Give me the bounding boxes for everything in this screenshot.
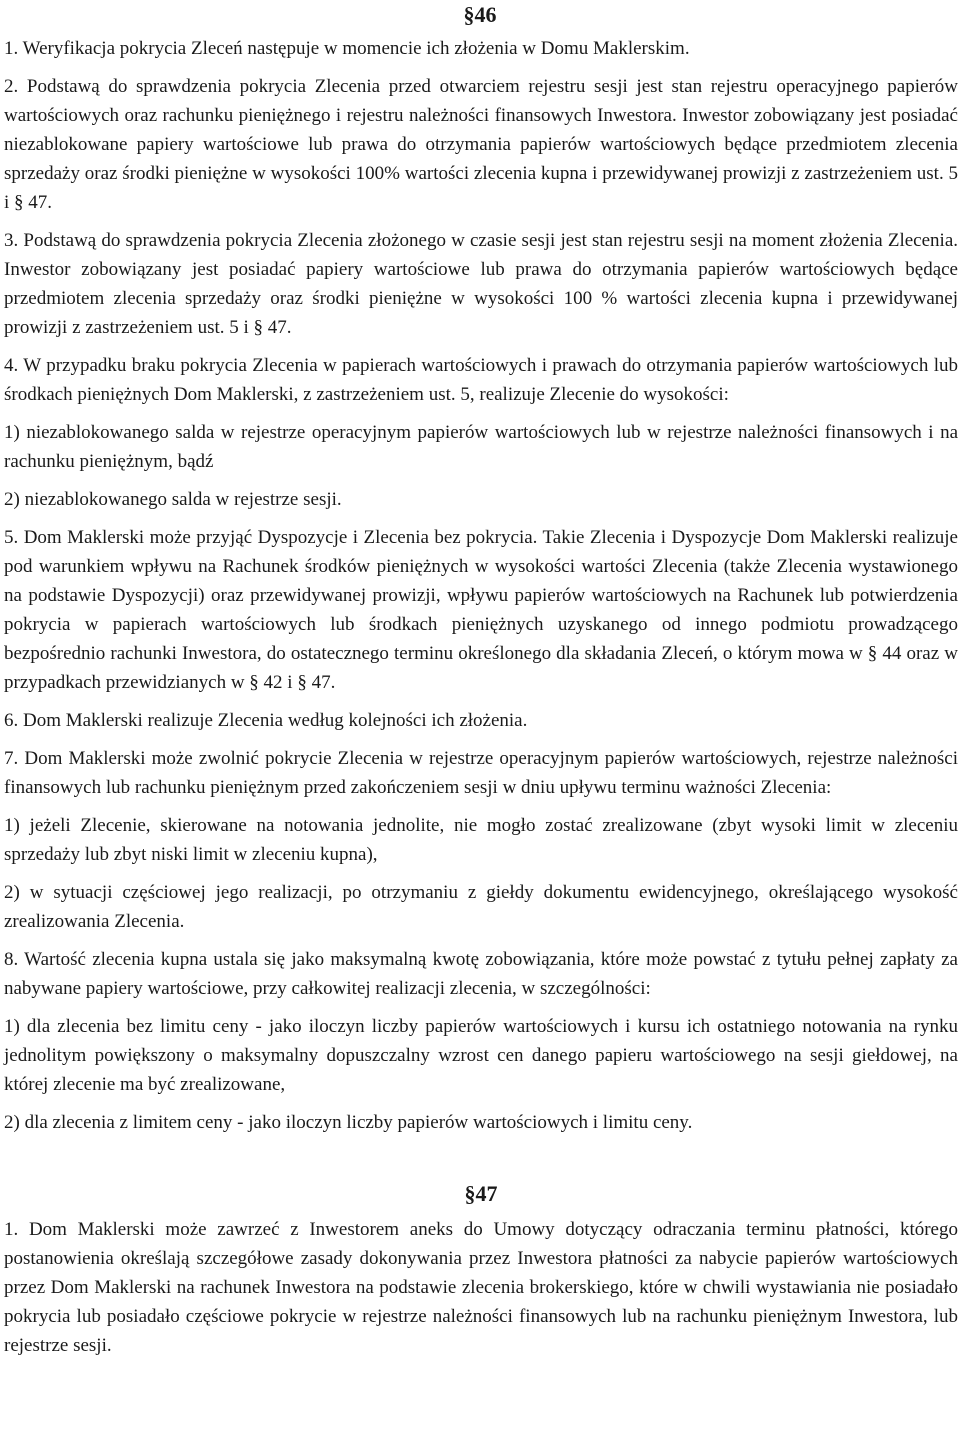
paragraph-46-4-point-1: 1) niezablokowanego salda w rejestrze operacyjnym papierów wartościowych lub w rejestrze należności finansowych i na rachunku pieniężnym, bądź <box>4 422 958 472</box>
paragraph-46-4-point-2: 2) niezablokowanego salda w rejestrze sesji. <box>4 489 342 510</box>
section-46-body <box>4 0 958 1137</box>
paragraph-46-2: 2. Podstawą do sprawdzenia pokrycia Zlecenia przed otwarciem rejestru sesji jest stan rejestru operacyjnego papierów wartościowych oraz rachunku pieniężnego i rejestru należności finansowych Inwestora. Inwestor zobowiązany jest posiadać niezablokowane papiery wartościowe lub prawa do otrzymania papierów wartościowych będące przedmiotem zlecenia sprzedaży oraz środki pieniężne w wysokości 100% wartości zlecenia kupna i przewidywanej prowizji z zastrzeżeniem ust. 5 i § 47. <box>4 76 958 213</box>
paragraph-46-1: 1. Weryfikacja pokrycia Zleceń następuje w momencie ich złożenia w Domu Maklerskim. <box>4 38 690 59</box>
paragraph-46-8: 8. Wartość zlecenia kupna ustala się jako maksymalną kwotę zobowiązania, które może powstać z tytułu pełnej zapłaty za nabywane papiery wartościowe, przy całkowitej realizacji zlecenia, w szczególności: <box>4 949 958 999</box>
paragraph-46-8-point-2: 2) dla zlecenia z limitem ceny - jako iloczyn liczby papierów wartościowych i limitu ceny. <box>4 1112 693 1133</box>
paragraph-47-1: 1. Dom Maklerski może zawrzeć z Inwestorem aneks do Umowy dotyczący odraczania terminu płatności, którego postanowienia określają szczegółowe zasady dokonywania przez Inwestora płatności za nabycie papierów wartościowych przez Dom Maklerski na rachunek Inwestora na podstawie zlecenia brokerskiego, które w chwili wystawiania nie posiadało pokrycia lub posiadało częściowe pokrycie w rejestrze należności finansowych lub na rachunku pieniężnym Inwestora, lub rejestrze sesji. <box>4 1219 958 1356</box>
paragraph-46-5: 5. Dom Maklerski może przyjąć Dyspozycje i Zlecenia bez pokrycia. Takie Zlecenia i Dyspozycje Dom Maklerski realizuje pod warunkiem wpływu na Rachunek środków pieniężnych w wysokości wartości Zlecenia (także Zlecenia wystawionego na podstawie Dyspozycji) oraz przewidywanej prowizji, wpływu papierów wartościowych na Rachunek lub potwierdzenia pokrycia w papierach wartościowych lub środkach pieniężnych uzyskanego od innego podmiotu prowadzącego bezpośrednio rachunki Inwestora, do ostatecznego terminu określonego dla składania Zleceń, o którym mowa w § 44 oraz w przypadkach przewidzianych w § 42 i § 47. <box>4 527 958 693</box>
section-47-title: §47 <box>464 1181 498 1206</box>
paragraph-46-7: 7. Dom Maklerski może zwolnić pokrycie Zlecenia w rejestrze operacyjnym papierów wartościowych, rejestrze należności finansowych lub rachunku pieniężnym przed zakończeniem sesji w dniu upływu terminu ważności Zlecenia: <box>4 748 958 798</box>
paragraph-46-8-point-1: 1) dla zlecenia bez limitu ceny - jako iloczyn liczby papierów wartościowych i kursu ich ostatniego notowania na rynku jednolitym powiększony o maksymalny dopuszczalny wzrost cen danego papieru wartościowego na sesji giełdowej, na której zlecenie ma być zrealizowane, <box>4 1016 958 1095</box>
paragraph-46-7-point-2: 2) w sytuacji częściowej jego realizacji, po otrzymaniu z giełdy dokumentu ewidencyjnego, określającego wysokość zrealizowania Zlecenia. <box>4 882 958 932</box>
document-page <box>4 0 958 1369</box>
paragraph-46-6: 6. Dom Maklerski realizuje Zlecenia według kolejności ich złożenia. <box>4 710 528 731</box>
paragraph-46-3: 3. Podstawą do sprawdzenia pokrycia Zlecenia złożonego w czasie sesji jest stan rejestru sesji na moment złożenia Zlecenia. Inwestor zobowiązany jest posiadać papiery wartościowe lub prawa do otrzymania papierów wartościowych będące przedmiotem zlecenia sprzedaży oraz środki pieniężne w wysokości 100 % wartości zlecenia kupna i przewidywanej prowizji z zastrzeżeniem ust. 5 i § 47. <box>4 230 958 338</box>
section-47-body <box>4 1215 958 1360</box>
section-46-title: §46 <box>463 2 497 27</box>
paragraph-46-7-point-1: 1) jeżeli Zlecenie, skierowane na notowania jednolite, nie mogło zostać zrealizowane (zbyt wysoki limit w zleceniu sprzedaży lub zbyt niski limit w zleceniu kupna), <box>4 815 958 865</box>
paragraph-46-4: 4. W przypadku braku pokrycia Zlecenia w papierach wartościowych i prawach do otrzymania papierów wartościowych lub środkach pieniężnych Dom Maklerski, z zastrzeżeniem ust. 5, realizuje Zlecenie do wysokości: <box>4 355 958 405</box>
